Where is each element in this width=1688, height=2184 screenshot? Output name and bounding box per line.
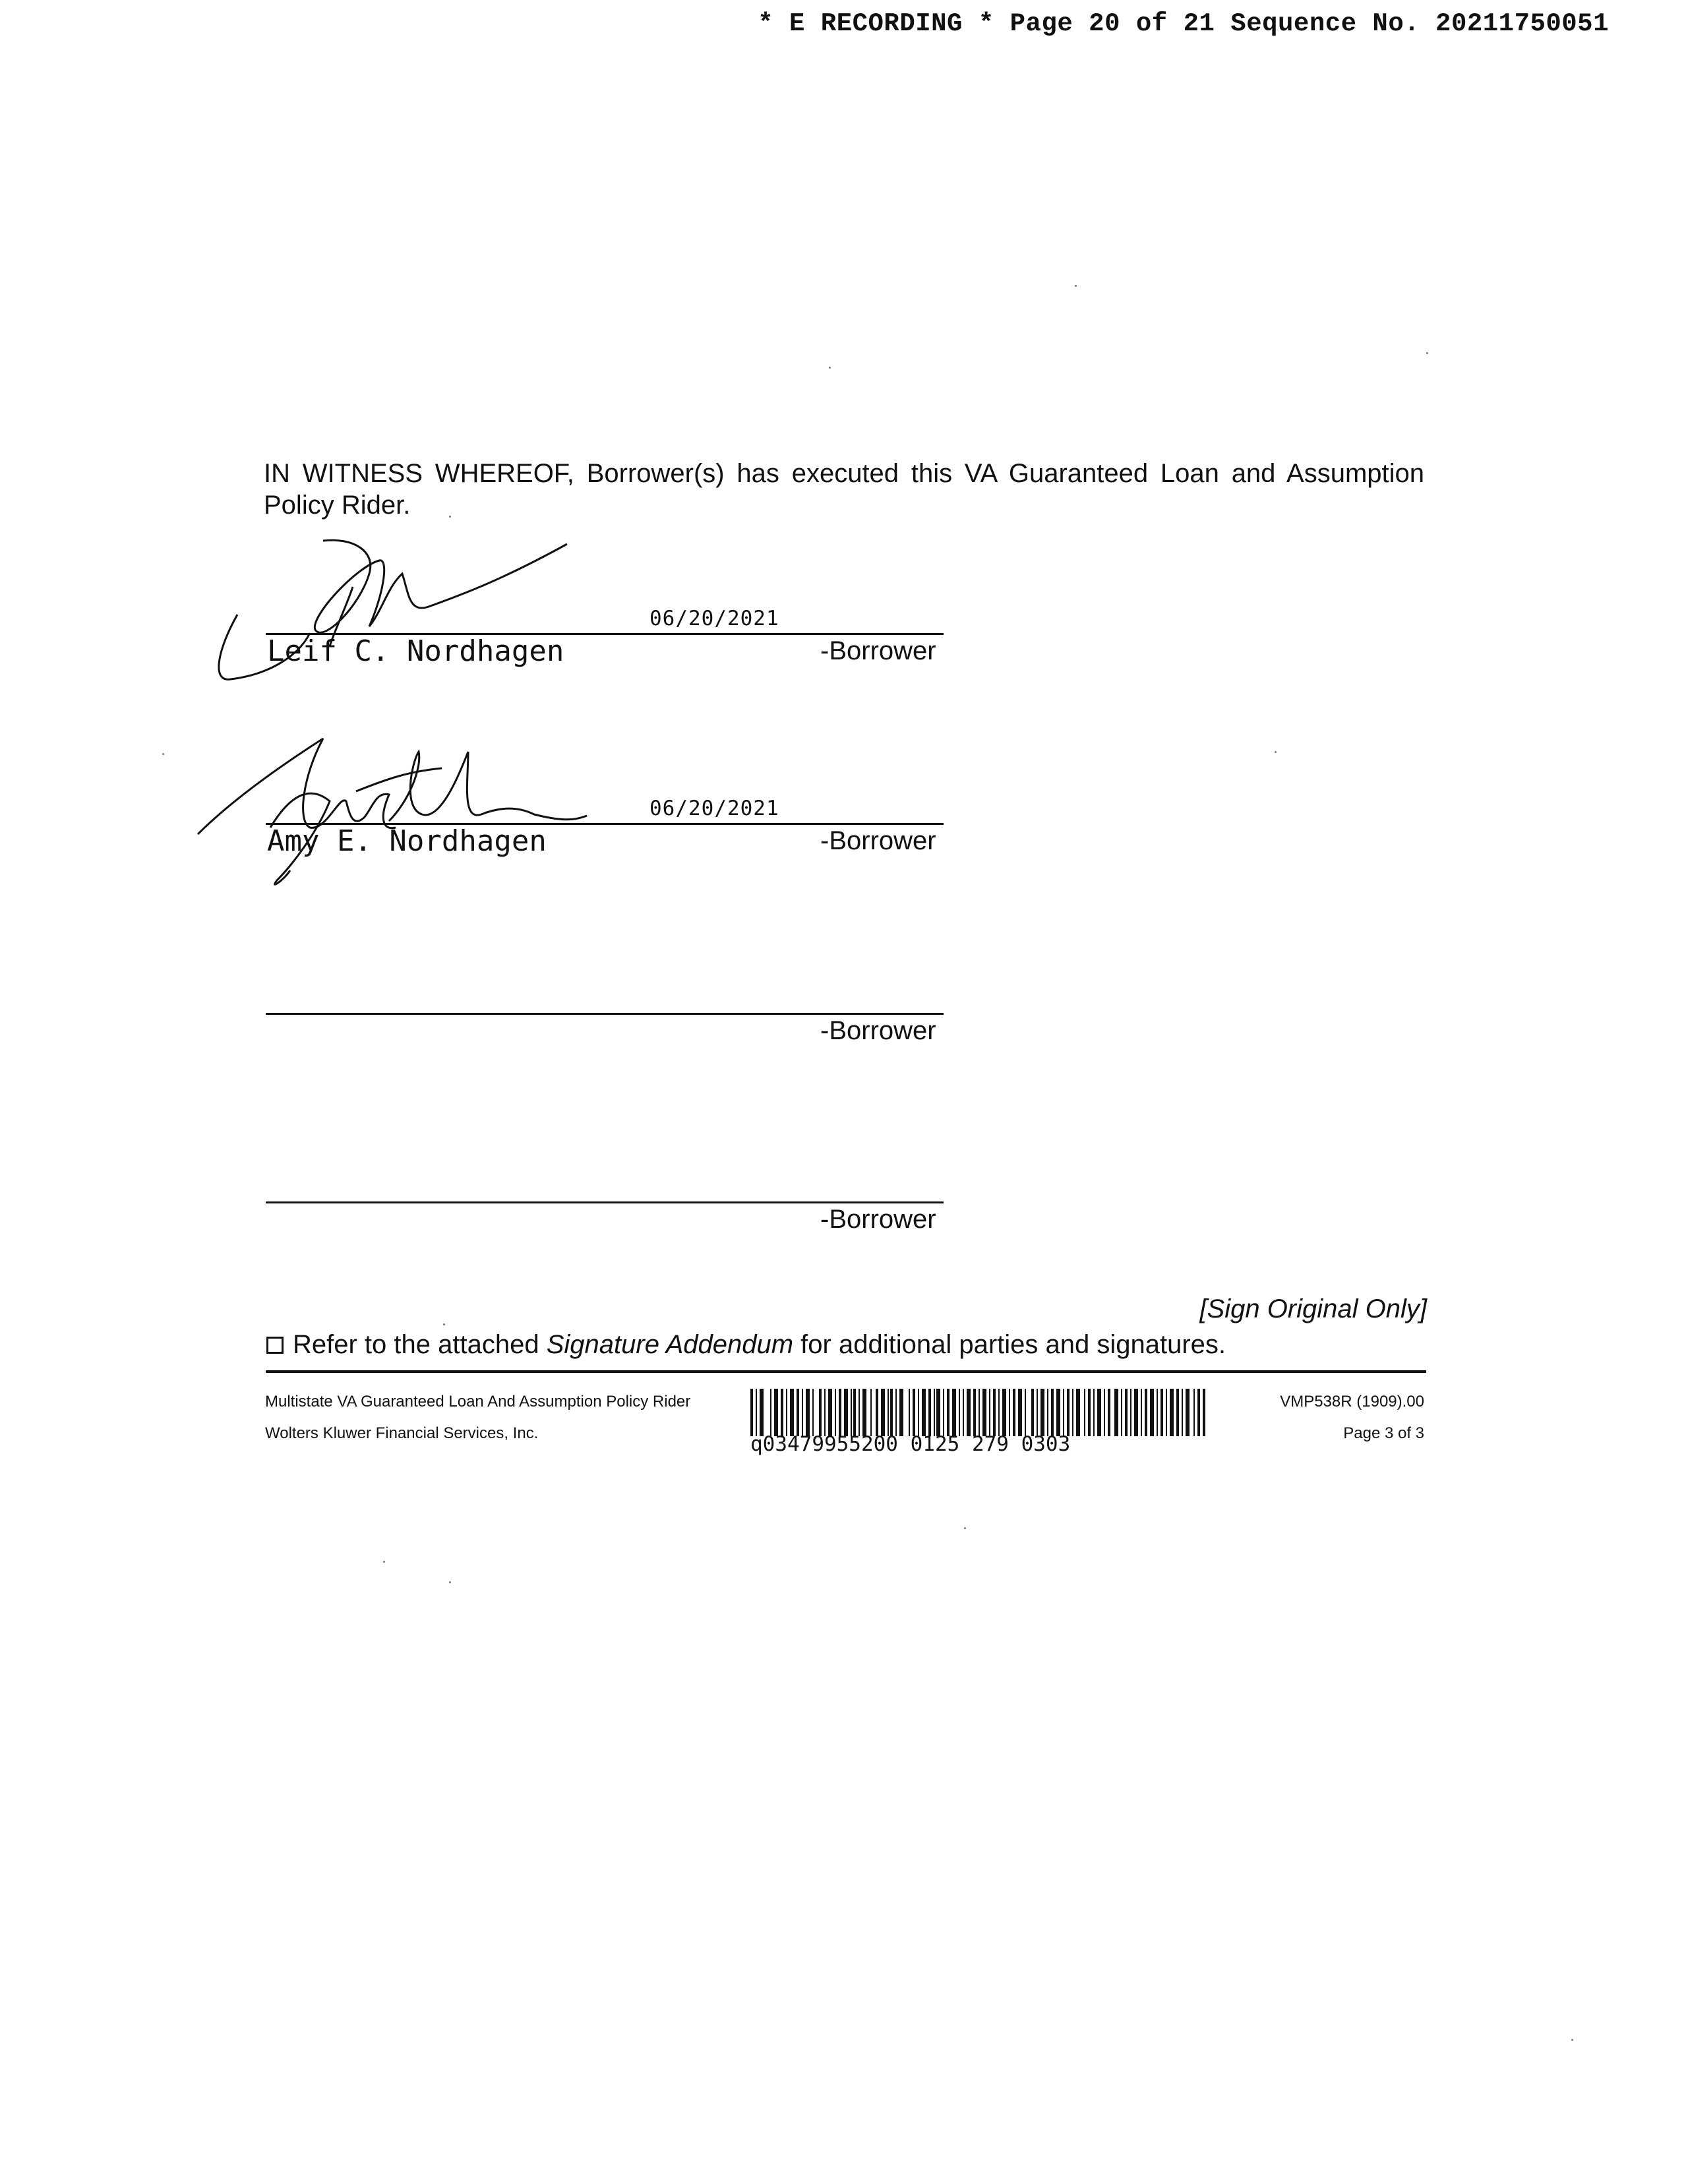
signer-role-1: -Borrower (820, 636, 936, 665)
scan-speck (1426, 352, 1428, 354)
signer-role-2: -Borrower (820, 826, 936, 855)
signature-line-3 (266, 1013, 944, 1015)
scan-speck (443, 1323, 445, 1325)
scan-speck (829, 367, 831, 369)
signer-name-2: Amy E. Nordhagen (267, 824, 547, 858)
signer-name-1: Leif C. Nordhagen (267, 634, 564, 668)
barcode-number: q03479955200 0125 279 0303 (750, 1432, 1071, 1456)
scan-speck (383, 1561, 385, 1563)
scan-speck (449, 1581, 451, 1583)
signature-date-1: 06/20/2021 (649, 607, 779, 630)
scan-speck (1275, 751, 1277, 753)
signature-leif (211, 534, 580, 692)
form-title: Multistate VA Guaranteed Loan And Assumption Policy Rider (265, 1393, 691, 1410)
scan-speck (964, 1527, 966, 1529)
signature-addendum-line (266, 1330, 1226, 1360)
page-number: Page 3 of 3 (1343, 1424, 1424, 1442)
signature-date-2: 06/20/2021 (649, 797, 779, 820)
scan-speck (1571, 2039, 1573, 2041)
scan-speck (449, 516, 451, 518)
recording-stamp: * E RECORDING * Page 20 of 21 Sequence No. 20211750051 (758, 9, 1609, 38)
footer-left (265, 1386, 690, 1449)
signature-amy (191, 722, 593, 894)
sign-original-note: [Sign Original Only] (1199, 1294, 1427, 1323)
addendum-prefix: Refer to the attached (293, 1330, 539, 1359)
footer-right (1226, 1386, 1424, 1449)
barcode (750, 1389, 1205, 1436)
scan-speck (1075, 285, 1077, 287)
scan-speck (162, 753, 164, 755)
footer-rule (266, 1370, 1426, 1373)
addendum-suffix: for additional parties and signatures. (800, 1330, 1226, 1359)
witness-paragraph: IN WITNESS WHEREOF, Borrower(s) has executed this VA Guaranteed Loan and Assumption Policy Rider. (264, 459, 1424, 520)
publisher: Wolters Kluwer Financial Services, Inc. (265, 1424, 539, 1442)
form-code: VMP538R (1909).00 (1280, 1393, 1424, 1410)
signature-line-4 (266, 1201, 944, 1203)
addendum-italic: Signature Addendum (546, 1330, 794, 1359)
signer-role-3: -Borrower (820, 1016, 936, 1045)
signer-role-4: -Borrower (820, 1205, 936, 1234)
addendum-checkbox[interactable] (266, 1337, 284, 1354)
